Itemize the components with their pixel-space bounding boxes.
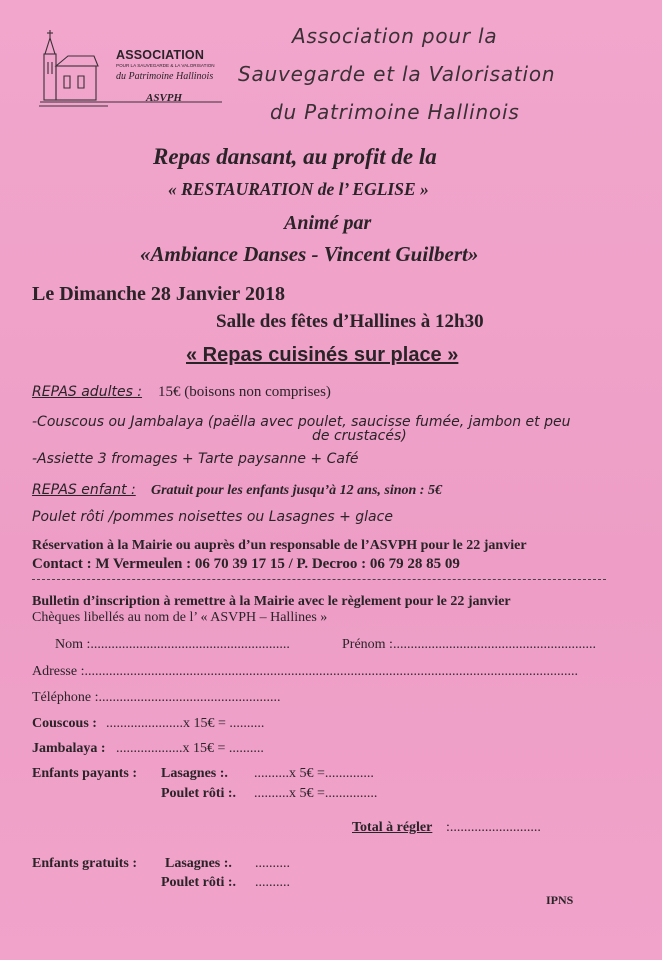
adults-menu-dessert: -Assiette 3 fromages + Tarte paysanne + Café [32,451,359,467]
field-prenom[interactable]: Prénom :.......................................................... [342,637,596,652]
adults-menu-label: REPAS adultes : [32,384,143,400]
cut-line [32,579,606,580]
adults-menu-main: -Couscous ou Jambalaya (paëlla avec poulet, saucisse fumée, jambon et peu [32,414,571,430]
logo-patrimoine: du Patrimoine Hallinois [116,71,214,82]
kids-free-label: Enfants gratuits : [32,856,138,871]
event-band: «Ambiance Danses - Vincent Guilbert» [140,242,479,266]
jambalaya-qty-field[interactable]: ...................x 15€ = .......... [116,741,264,756]
adults-menu-price: 15€ (boisons non comprises) [158,384,331,400]
free-lasagnes-label: Lasagnes :. [165,856,232,871]
logo-acronym: ASVPH [146,92,183,104]
kids-poulet-label: Poulet rôti :. [161,786,237,801]
header-line-3: du Patrimoine Hallinois [270,100,520,124]
adults-menu-main-cont: de crustacés) [312,428,407,444]
event-date: Le Dimanche 28 Janvier 2018 [32,283,285,305]
event-cooked: « Repas cuisinés sur place » [186,344,459,366]
kids-poulet-qty-field[interactable]: ..........x 5€ =............... [254,786,378,801]
asvph-logo [38,26,223,114]
total-label: Total à régler [352,820,433,835]
field-nom[interactable]: Nom :......................................................... [55,637,290,652]
reservation-info: Réservation à la Mairie ou auprès d’un responsable de l’ASVPH pour le 22 janvier [32,538,527,553]
couscous-label: Couscous : [32,716,97,731]
kids-menu-price: Gratuit pour les enfants jusqu’à 12 ans, sinon : 5€ [151,483,442,498]
ipns-mark: IPNS [546,893,574,907]
form-intro: Bulletin d’inscription à remettre à la Mairie avec le règlement pour le 22 janvier [32,594,511,609]
total-field[interactable]: :.......................... [446,820,541,835]
kids-lasagnes-qty-field[interactable]: ..........x 5€ =.............. [254,766,374,781]
church-icon [38,26,223,114]
kids-lasagnes-label: Lasagnes :. [161,766,228,781]
kids-menu-dish: Poulet rôti /pommes noisettes ou Lasagnes + glace [32,509,393,525]
header-line-1: Association pour la [292,24,498,48]
form-cheques: Chèques libellés au nom de l’ « ASVPH – Hallines » [32,610,328,625]
reservation-contacts: Contact : M Vermeulen : 06 70 39 17 15 / P. Decroo : 06 79 28 85 09 [32,556,460,572]
couscous-qty-field[interactable]: ......................x 15€ = .......... [106,716,265,731]
logo-name: ASSOCIATION [116,48,205,62]
free-lasagnes-field[interactable]: .......... [255,856,290,871]
kids-menu-label: REPAS enfant : [32,482,136,498]
logo-subtitle: POUR LA SAUVEGARDE & LA VALORISATION [116,63,215,68]
field-adresse[interactable]: Adresse :............................................................................................................................................. [32,664,578,679]
free-poulet-field[interactable]: .......... [255,875,290,890]
kids-paying-label: Enfants payants : [32,766,138,781]
jambalaya-label: Jambalaya : [32,741,106,756]
free-poulet-label: Poulet rôti :. [161,875,237,890]
event-anime: Animé par [284,212,372,234]
event-place: Salle des fêtes d’Hallines à 12h30 [216,311,484,332]
event-cause: « RESTAURATION de l’ EGLISE » [168,179,429,199]
field-telephone[interactable]: Téléphone :.................................................... [32,690,281,705]
header-line-2: Sauvegarde et la Valorisation [238,62,556,86]
event-title: Repas dansant, au profit de la [153,144,437,169]
